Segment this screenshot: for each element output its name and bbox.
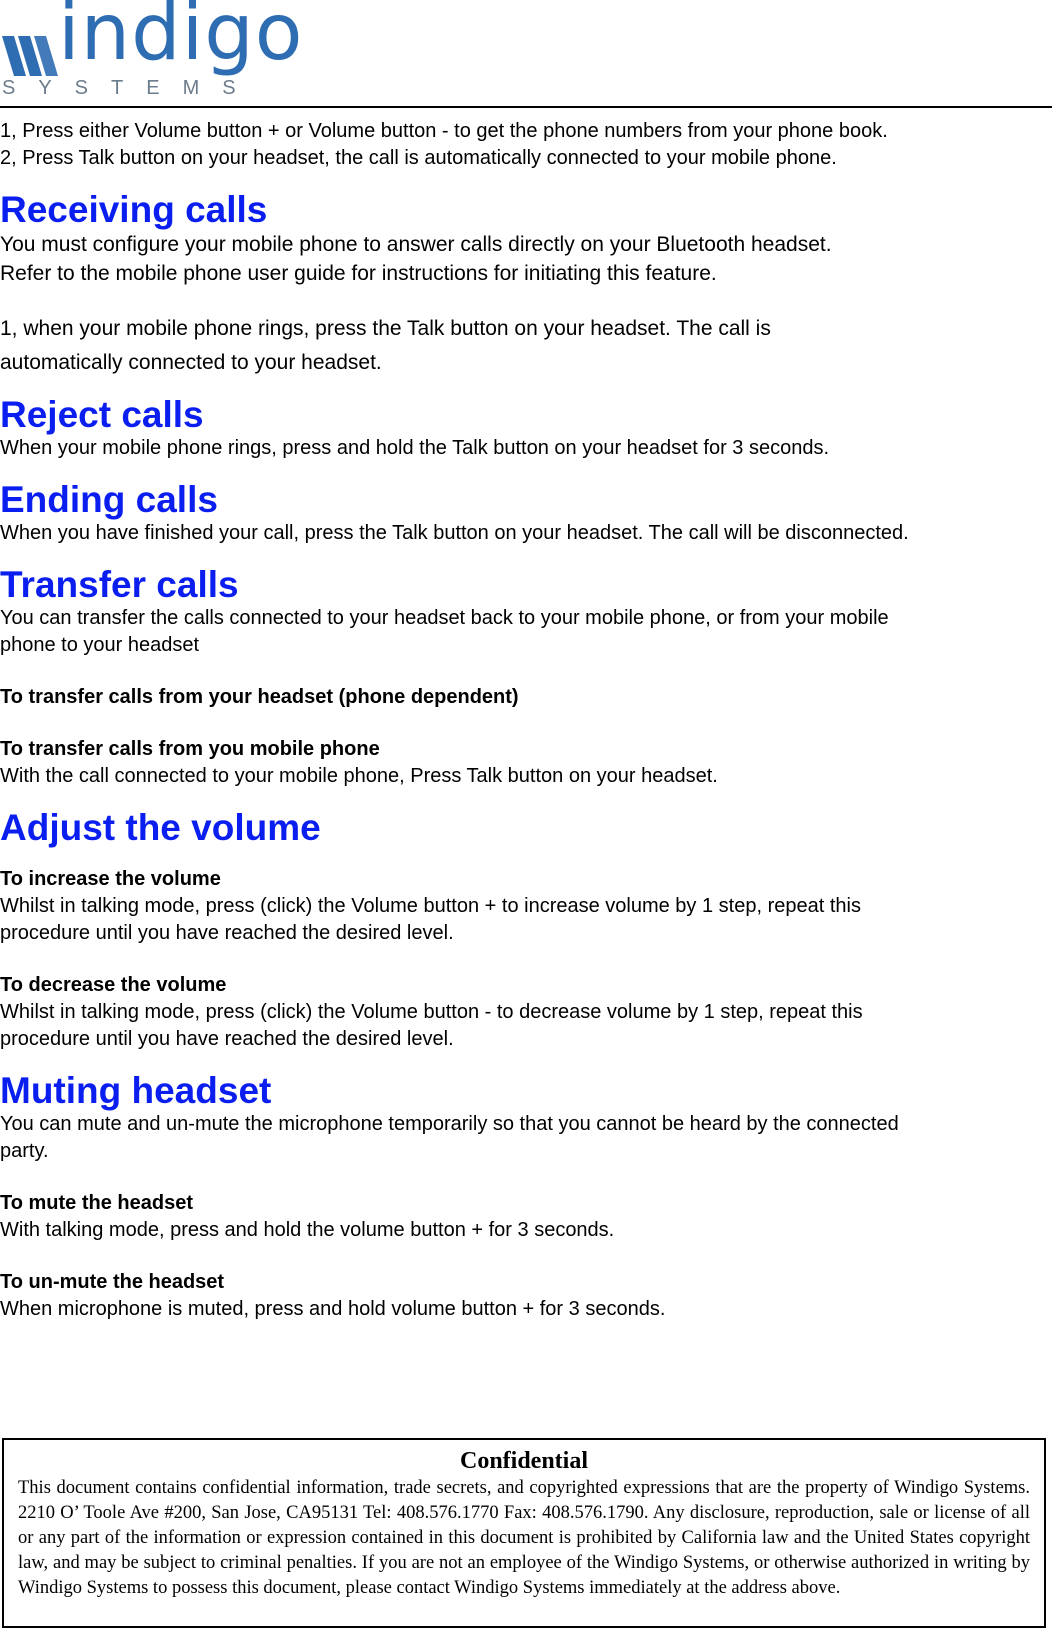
heading-adjust-volume: Adjust the volume (0, 807, 321, 848)
confidential-title: Confidential (459, 1448, 588, 1474)
mute-text: With talking mode, press and hold the volume button + for 3 seconds. (0, 1219, 615, 1241)
mute-line-2: party. (0, 1140, 49, 1162)
unmute-text: When microphone is muted, press and hold volume button + for 3 seconds. (0, 1298, 666, 1320)
logo-wordmark-visible: indigo (58, 0, 304, 78)
intro-step-1: 1, Press either Volume button + or Volume button - to get the phone numbers from your phone book. (0, 120, 888, 142)
transfer-subheading-mobile: To transfer calls from you mobile phone (0, 738, 380, 760)
header-rule (0, 106, 1052, 108)
receiving-line-4: automatically connected to your headset. (0, 351, 382, 374)
heading-receiving-calls: Receiving calls (0, 189, 268, 230)
heading-transfer-calls: Transfer calls (0, 564, 239, 605)
receiving-line-3: 1, when your mobile phone rings, press the Talk button on your headset. The call is (0, 317, 771, 340)
mute-line-1: You can mute and un-mute the microphone temporarily so that you cannot be heard by the connected (0, 1113, 899, 1135)
volume-increase-line-1: Whilst in talking mode, press (click) the Volume button + to increase volume by 1 step, repeat this (0, 895, 861, 917)
document-body (0, 118, 1052, 1323)
volume-increase-line-2: procedure until you have reached the desired level. (0, 922, 454, 944)
confidential-body: This document contains confidential information, trade secrets, and copyrighted expressions that are the property of Windigo Systems. 2210 O’ Toole Ave #200, San Jose, CA95131 Tel: 408.576.1770 Fax: 408.576.1790. Any disclosure, reproduction, sale or license of all or any part of the information or expression contained in this document is prohibited by California law and the United States copyright law, and may be subject to criminal penalties. If you are not an employee of the Windigo Systems, or otherwise authorized in writing by Windigo Systems to possess this document, please contact Windigo Systems immediately at the address above. (18, 1478, 1030, 1598)
volume-decrease-line-2: procedure until you have reached the desired level. (0, 1028, 454, 1050)
receiving-line-2: Refer to the mobile phone user guide for instructions for initiating this feature. (0, 262, 717, 285)
heading-muting-headset: Muting headset (0, 1070, 272, 1111)
transfer-subheading-headset: To transfer calls from your headset (phone dependent) (0, 686, 519, 708)
mute-title: To mute the headset (0, 1192, 193, 1214)
windigo-logo (0, 0, 330, 104)
transfer-mobile-text: With the call connected to your mobile phone, Press Talk button on your headset. (0, 765, 718, 787)
unmute-title: To un-mute the headset (0, 1271, 225, 1293)
confidential-notice-box (2, 1438, 1046, 1628)
receiving-line-1: You must configure your mobile phone to answer calls directly on your Bluetooth headset. (0, 233, 832, 256)
volume-increase-title: To increase the volume (0, 868, 221, 890)
reject-text: When your mobile phone rings, press and hold the Talk button on your headset for 3 seconds. (0, 437, 830, 459)
heading-reject-calls: Reject calls (0, 394, 204, 435)
intro-step-2: 2, Press Talk button on your headset, the call is automatically connected to your mobile phone. (0, 147, 837, 169)
ending-text: When you have finished your call, press the Talk button on your headset. The call will be disconnected. (0, 522, 909, 544)
page-header (0, 0, 1052, 108)
transfer-line-1: You can transfer the calls connected to your headset back to your mobile phone, or from your mobile (0, 607, 889, 629)
volume-decrease-title: To decrease the volume (0, 974, 227, 996)
transfer-line-2: phone to your headset (0, 634, 200, 656)
volume-decrease-line-1: Whilst in talking mode, press (click) the Volume button - to decrease volume by 1 step, repeat this (0, 1001, 863, 1023)
heading-ending-calls: Ending calls (0, 479, 218, 520)
logo-tagline: SYSTEMS (2, 77, 259, 99)
